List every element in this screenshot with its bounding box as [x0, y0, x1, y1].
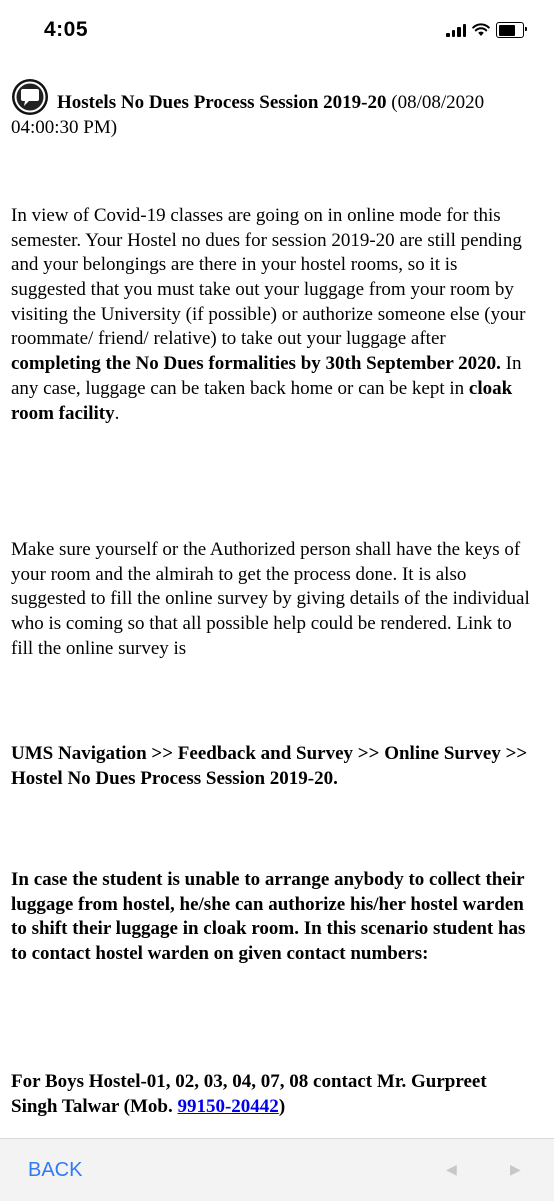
status-bar [0, 0, 554, 62]
cellular-signal-icon [446, 23, 466, 37]
notice-paragraph-warden: In case the student is unable to arrange anybody to collect their luggage from hostel, he/she can authorize his/her hostel warden to shift their luggage in cloak room. In this scenario student has to contact hostel warden on given contact numbers: [11, 869, 526, 965]
notice-timestamp: (08/08/2020 04:00:30 PM) [11, 92, 485, 138]
notice-content [11, 78, 536, 1117]
notice-title: Hostels No Dues Process Session 2019-20 [57, 92, 387, 113]
wifi-icon [472, 23, 490, 37]
phone-link[interactable]: 99150-20442 [177, 1095, 279, 1117]
prev-arrow-icon[interactable]: ◀ [446, 1161, 457, 1177]
back-button[interactable]: BACK [28, 1159, 83, 1181]
para1-text-2: In any case, luggage can be taken back home or can be kept in [11, 353, 522, 399]
ums-navigation-path: UMS Navigation >> Feedback and Survey >> Online Survey >> Hostel No Dues Process Session 2019-20. [11, 743, 528, 789]
battery-icon [496, 22, 524, 38]
boys-hostel-contact [11, 1070, 536, 1119]
notice-paragraph-1 [11, 204, 536, 426]
notice-paragraph-2: Make sure yourself or the Authorized person shall have the keys of your room and the almirah to get the process done. It is also suggested to fill the online survey by giving details of the individual who is coming so that all possible help could be rendered. Link to fill the online survey is [11, 539, 530, 659]
para1-bold-deadline: completing the No Dues formalities by 30th September 2020. [11, 353, 501, 375]
para1-text-1: In view of Covid-19 classes are going on in online mode for this semester. Your Hostel no dues for session 2019-20 are still pending and your belongings are there in your hostel rooms, so it is suggested that you must take out your luggage from your room by visiting the University (if possible) or authorize someone else (your roommate/ friend/ relative) to take out your luggage after [11, 205, 526, 350]
boys-hostel-contact-text: For Boys Hostel-01, 02, 03, 04, 07, 08 contact Mr. Gurpreet Singh Talwar (Mob. [11, 1071, 487, 1117]
bottom-toolbar [0, 1138, 554, 1201]
notice-title-line [11, 78, 536, 141]
para1-text-3: . [114, 402, 120, 424]
status-time: 4:05 [44, 18, 89, 41]
para1-bold-cloak-room: cloak room facility [11, 377, 513, 424]
boys-hostel-contact-end: ) [278, 1095, 286, 1117]
next-arrow-icon[interactable]: ▶ [510, 1161, 521, 1177]
chat-bubble-icon [11, 78, 49, 116]
status-icons [446, 22, 524, 38]
